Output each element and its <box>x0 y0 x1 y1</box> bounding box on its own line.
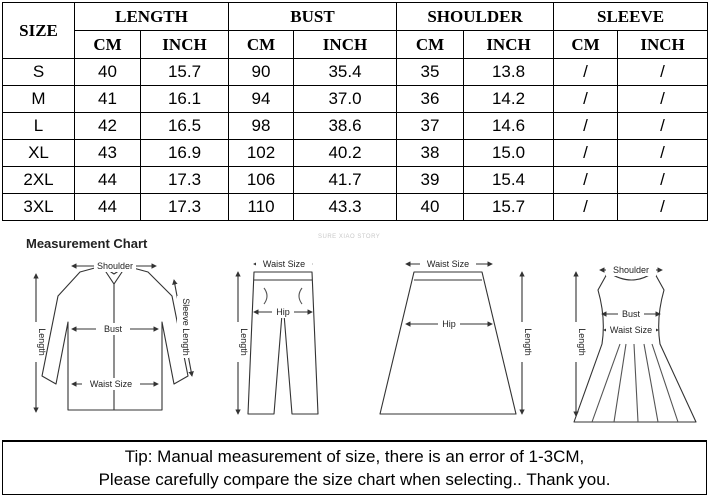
skirt-hip-label: Hip <box>442 319 456 329</box>
table-cell: 43 <box>75 140 141 167</box>
table-cell: 16.5 <box>141 113 229 140</box>
table-cell: 110 <box>229 194 294 221</box>
shirt-waist-label: Waist Size <box>89 379 133 389</box>
table-cell: 38 <box>397 140 464 167</box>
length-group-header: LENGTH <box>75 3 229 31</box>
table-cell: 15.7 <box>464 194 554 221</box>
unit-header: INCH <box>618 31 708 59</box>
table-cell: / <box>618 86 708 113</box>
shirt-length-label: Length <box>37 328 47 356</box>
table-cell: 94 <box>229 86 294 113</box>
size-cell: 3XL <box>3 194 75 221</box>
chart-title: Measurement Chart <box>26 236 148 251</box>
table-cell: / <box>554 140 618 167</box>
table-row <box>3 59 708 86</box>
shirt-shoulder-label: Shoulder <box>96 261 134 271</box>
table-cell: 15.4 <box>464 167 554 194</box>
table-row <box>3 194 708 221</box>
table-cell: 13.8 <box>464 59 554 86</box>
table-cell: 40 <box>75 59 141 86</box>
tip-box <box>2 440 707 495</box>
table-row <box>3 113 708 140</box>
dress-waist-label: Waist Size <box>609 325 653 335</box>
unit-header: INCH <box>464 31 554 59</box>
table-cell: / <box>618 140 708 167</box>
size-table <box>2 2 708 221</box>
table-cell: 17.3 <box>141 194 229 221</box>
dress-shoulder-label: Shoulder <box>612 265 650 275</box>
shoulder-group-header: SHOULDER <box>397 3 554 31</box>
tip-line-1: Tip: Manual measurement of size, there is an error of 1-3CM, <box>124 447 585 466</box>
dress-bust-label: Bust <box>621 309 641 319</box>
unit-header: CM <box>554 31 618 59</box>
table-cell: 44 <box>75 167 141 194</box>
table-cell: / <box>618 194 708 221</box>
skirt-waist-label: Waist Size <box>426 259 470 269</box>
table-cell: 35.4 <box>294 59 397 86</box>
table-cell: 106 <box>229 167 294 194</box>
size-cell: L <box>3 113 75 140</box>
table-cell: 17.3 <box>141 167 229 194</box>
pants-length-label: Length <box>239 328 249 356</box>
unit-header: CM <box>75 31 141 59</box>
size-cell: XL <box>3 140 75 167</box>
table-cell: / <box>554 113 618 140</box>
tip-line-2: Please carefully compare the size chart when selecting.. Thank you. <box>98 470 611 489</box>
table-cell: 14.2 <box>464 86 554 113</box>
pants-hip-label: Hip <box>276 307 290 317</box>
size-cell: S <box>3 59 75 86</box>
table-cell: 40.2 <box>294 140 397 167</box>
size-cell: 2XL <box>3 167 75 194</box>
bust-group-header: BUST <box>229 3 397 31</box>
table-cell: 15.7 <box>141 59 229 86</box>
measurement-chart <box>2 226 707 440</box>
table-cell: 41 <box>75 86 141 113</box>
table-cell: 39 <box>397 167 464 194</box>
unit-header: CM <box>229 31 294 59</box>
table-cell: 37.0 <box>294 86 397 113</box>
table-cell: 15.0 <box>464 140 554 167</box>
skirt-outline <box>380 272 516 414</box>
shirt-sleeve-label: Sleeve Length <box>181 298 191 356</box>
size-cell: M <box>3 86 75 113</box>
table-cell: 14.6 <box>464 113 554 140</box>
shirt-figure <box>30 260 192 412</box>
table-cell: 40 <box>397 194 464 221</box>
skirt-figure <box>380 258 528 414</box>
table-cell: 35 <box>397 59 464 86</box>
table-cell: 36 <box>397 86 464 113</box>
skirt-length-label: Length <box>523 328 533 356</box>
table-cell: 37 <box>397 113 464 140</box>
table-cell: 98 <box>229 113 294 140</box>
table-cell: / <box>618 59 708 86</box>
pants-waist-label: Waist Size <box>262 259 306 269</box>
shirt-bust-label: Bust <box>103 324 123 334</box>
table-row <box>3 86 708 113</box>
watermark: SURE XIAO STORY <box>318 234 381 240</box>
dress-figure <box>570 264 696 422</box>
table-cell: 44 <box>75 194 141 221</box>
table-cell: / <box>618 167 708 194</box>
table-cell: / <box>554 59 618 86</box>
table-cell: 38.6 <box>294 113 397 140</box>
table-cell: 43.3 <box>294 194 397 221</box>
table-row <box>3 167 708 194</box>
table-cell: 16.1 <box>141 86 229 113</box>
table-cell: / <box>618 113 708 140</box>
table-row <box>3 140 708 167</box>
table-cell: 90 <box>229 59 294 86</box>
sleeve-group-header: SLEEVE <box>554 3 708 31</box>
unit-header: INCH <box>294 31 397 59</box>
garment-illustrations <box>2 226 707 440</box>
size-column-header: SIZE <box>3 3 75 59</box>
dress-outline <box>574 272 696 422</box>
table-cell: / <box>554 167 618 194</box>
table-cell: / <box>554 194 618 221</box>
unit-header: INCH <box>141 31 229 59</box>
dress-length-label: Length <box>577 328 587 356</box>
unit-header: CM <box>397 31 464 59</box>
table-cell: 102 <box>229 140 294 167</box>
table-cell: / <box>554 86 618 113</box>
table-cell: 41.7 <box>294 167 397 194</box>
table-cell: 16.9 <box>141 140 229 167</box>
pants-outline <box>248 272 318 414</box>
table-cell: 42 <box>75 113 141 140</box>
